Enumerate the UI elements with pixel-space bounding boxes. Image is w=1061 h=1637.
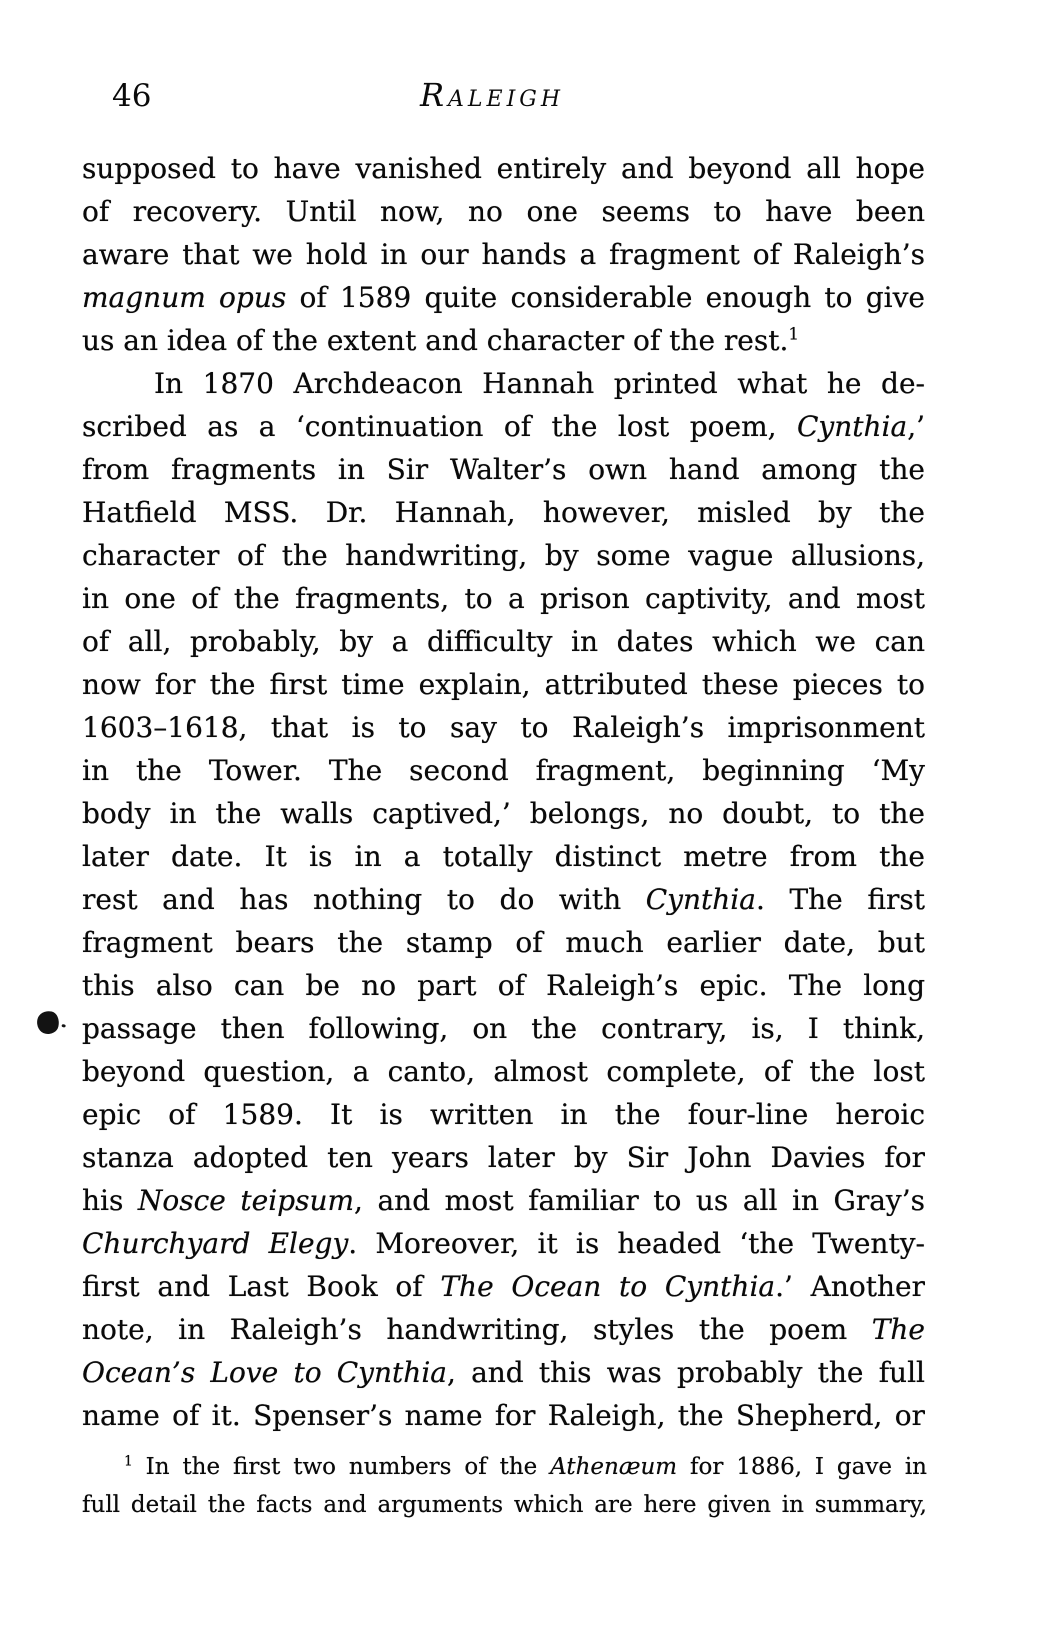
text-segment: first and Last Book of [82,1270,441,1303]
text-segment: , and this was probably the full [446,1356,925,1389]
text-segment: scribed as a ‘continuation of the lost poem, [82,410,797,443]
text-segment: name of it. Spenser’s name for Raleigh, the Shepherd, or [82,1399,925,1432]
footnote-line-2 [82,1486,927,1524]
running-head: Raleigh [419,76,565,114]
body-line-20 [82,964,925,1007]
body-line-25 [82,1179,925,1222]
text-segment: from fragments in Sir Walter’s own hand among the [82,453,925,486]
italic-text: Nosce teipsum [137,1184,355,1217]
body-line-11 [82,577,925,620]
text-segment: beyond question, a canto, almost complete, of the lost [82,1055,925,1088]
body-line-17 [82,835,925,878]
body-line-9 [82,491,925,534]
body-line-18 [82,878,925,921]
text-segment: for 1886, I gave in [677,1454,927,1480]
text-segment: now for the first time explain, attributed these pieces to [82,668,925,701]
body-text [82,147,925,1437]
text-segment: 1603–1618, that is to say to Raleigh’s imprisonment [82,711,925,744]
body-line-13 [82,663,925,706]
italic-text: The Ocean to Cynthia [440,1270,776,1303]
text-segment: In 1870 Archdeacon Hannah printed what he de- [154,367,925,400]
text-segment: aware that we hold in our hands a fragment of Raleigh’s [82,238,925,271]
italic-text: Cynthia [645,883,756,916]
italic-text: Athenæum [550,1454,678,1480]
text-segment: In the first two numbers of the [132,1454,551,1480]
footnote-line-1 [82,1448,927,1486]
italic-text: magnum opus [82,281,287,314]
body-line-2 [82,190,925,233]
text-segment: stanza adopted ten years later by Sir John Davies for [82,1141,925,1174]
body-line-5 [82,319,925,362]
footnote-reference: 1 [788,323,800,344]
body-line-28 [82,1308,925,1351]
text-segment: in one of the fragments, to a prison captivity, and most [82,582,925,615]
body-line-8 [82,448,925,491]
footnote-reference: 1 [124,1453,133,1470]
text-segment: of all, probably, by a difficulty in dates which we can [82,625,925,658]
body-line-15 [82,749,925,792]
body-line-16 [82,792,925,835]
text-segment: . Moreover, it is headed ‘the Twenty- [348,1227,925,1260]
body-line-4 [82,276,925,319]
text-segment: this also can be no part of Raleigh’s epic. The long [82,969,925,1002]
text-segment: epic of 1589. It is written in the four-line heroic [82,1098,925,1131]
text-segment: supposed to have vanished entirely and beyond all hope [82,152,925,185]
text-segment: rest and has nothing to do with [82,883,646,916]
body-line-6 [82,362,925,405]
text-segment: Hatfield MSS. Dr. Hannah, however, misled by the [82,496,925,529]
italic-text: Ocean’s Love to Cynthia [82,1356,447,1389]
text-segment: passage then following, on the contrary, is, I think, [82,1012,925,1045]
text-segment: his [82,1184,138,1217]
text-segment: in the Tower. The second fragment, beginning ‘My [82,754,925,787]
text-segment: . The first [755,883,925,916]
page-number: 46 [112,78,152,114]
body-line-21 [82,1007,925,1050]
body-line-30 [82,1394,925,1437]
italic-text: Churchyard Elegy [82,1227,349,1260]
text-segment: , and most familiar to us all in Gray’s [354,1184,925,1217]
page-header [0,76,1061,122]
body-line-26 [82,1222,925,1265]
body-line-23 [82,1093,925,1136]
body-line-29 [82,1351,925,1394]
italic-text: The [871,1313,925,1346]
text-segment: later date. It is in a totally distinct metre from the [82,840,925,873]
text-segment: character of the handwriting, by some vague allusions, [82,539,925,572]
text-segment: of 1589 quite considerable enough to give [286,281,925,314]
body-line-19 [82,921,925,964]
body-line-24 [82,1136,925,1179]
body-line-3 [82,233,925,276]
body-line-1 [82,147,925,190]
body-line-10 [82,534,925,577]
text-segment: note, in Raleigh’s handwriting, styles the poem [82,1313,872,1346]
body-line-7 [82,405,925,448]
text-segment: .’ Another [775,1270,925,1303]
text-segment: fragment bears the stamp of much earlier date, but [82,926,925,959]
body-line-22 [82,1050,925,1093]
text-segment: of recovery. Until now, no one seems to have been [82,195,925,228]
text-segment: us an idea of the extent and character of the rest. [82,324,789,357]
body-line-27 [82,1265,925,1308]
text-segment: ,’ [907,410,925,443]
text-segment: full detail the facts and arguments which are here given in summary, [82,1492,927,1518]
text-segment: body in the walls captived,’ belongs, no doubt, to the [82,797,925,830]
body-line-14 [82,706,925,749]
footnote [82,1448,927,1524]
italic-text: Cynthia [796,410,908,443]
body-line-12 [82,620,925,663]
ink-blot-mark [35,1009,61,1036]
